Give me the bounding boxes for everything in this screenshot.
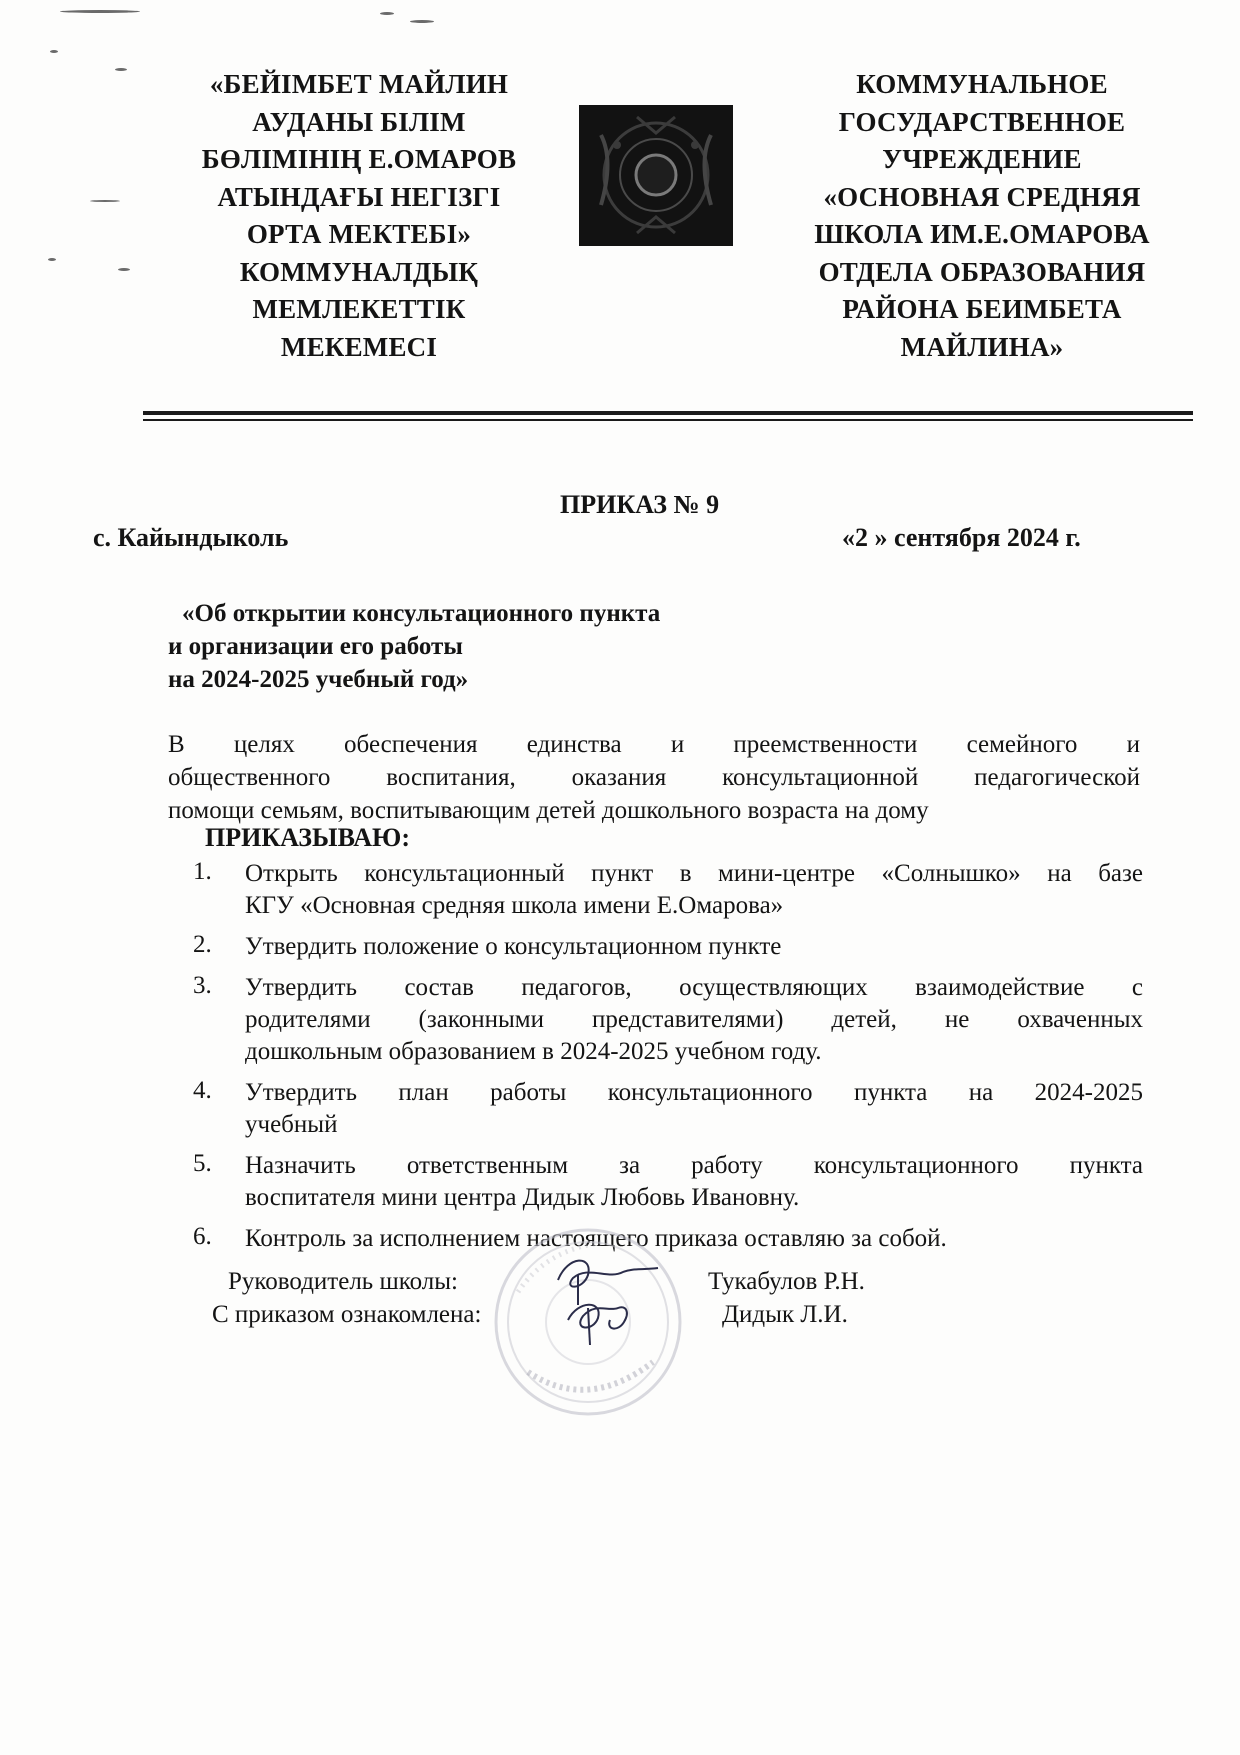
header-line: МЕКЕМЕСІ: [280, 331, 438, 362]
intro-paragraph: [168, 728, 1140, 827]
list-item: [193, 1077, 1143, 1141]
item-number: 4.: [193, 1077, 212, 1104]
item-line: воспитателя мини центра Дидык Любовь Ивановну.: [245, 1184, 800, 1211]
item-line: Контроль за исполнением настоящего приказа оставляю за собой.: [245, 1225, 947, 1252]
header-russian-org-name: [782, 66, 1182, 366]
intro-line: помощи семьям, воспитывающим детей дошкольного возраста на дому: [168, 797, 929, 824]
header-line: ОРТА МЕКТЕБІ»: [246, 219, 472, 249]
list-item: [193, 1150, 1143, 1214]
item-line: Утвердить план работы консультационного пункта на 2024-2025: [245, 1079, 1143, 1106]
header-line: УЧРЕЖДЕНИЕ: [882, 144, 1082, 174]
item-line: КГУ «Основная средняя школа имени Е.Омарова»: [245, 892, 784, 919]
state-emblem-icon: [579, 105, 733, 246]
order-title: ПРИКАЗ № 9: [560, 490, 720, 519]
head-label: Руководитель школы:: [228, 1268, 458, 1295]
header-line: ГОСУДАРСТВЕННОЕ: [838, 106, 1126, 137]
header-line: РАЙОНА БЕИМБЕТА: [842, 294, 1122, 324]
scan-speck: [90, 200, 120, 202]
header-line: «БЕЙІМБЕТ МАЙЛИН: [209, 69, 509, 99]
scan-speck: [48, 258, 56, 261]
header-line: ОТДЕЛА ОБРАЗОВАНИЯ: [818, 256, 1146, 287]
scan-speck: [50, 50, 58, 53]
header-line: АТЫНДАҒЫ НЕГІЗГІ: [217, 181, 501, 212]
item-number: 1.: [193, 858, 212, 885]
header-line: МАЙЛИНА»: [900, 331, 1064, 362]
order-place: с. Кайындыколь: [93, 523, 289, 552]
order-items-list: [193, 858, 1143, 1255]
header-line: МЕМЛЕКЕТТІК: [252, 294, 466, 324]
item-number: 3.: [193, 972, 212, 999]
head-name: Тукабулов Р.Н.: [708, 1268, 865, 1295]
item-number: 6.: [193, 1223, 212, 1250]
header-line: АУДАНЫ БІЛІМ: [252, 106, 466, 137]
header-line: КОММУНАЛЬНОЕ: [856, 69, 1108, 99]
list-item: [193, 858, 1143, 922]
scan-speck: [115, 68, 127, 71]
header-line: БӨЛІМІНІҢ Е.ОМАРОВ: [201, 144, 517, 174]
item-number: 2.: [193, 931, 212, 958]
header-line: КОММУНАЛДЫҚ: [239, 256, 479, 287]
item-line: учебный: [245, 1111, 338, 1138]
subject-line: «Об открытии консультационного пункта: [182, 600, 661, 627]
item-line: Открыть консультационный пункт в мини-центре «Солнышко» на базе: [245, 860, 1143, 887]
scan-speck: [60, 10, 140, 13]
item-line: родителями (законными представителями) детей, не охваченных: [245, 1006, 1143, 1033]
item-line: дошкольным образованием в 2024-2025 учебном году.: [245, 1038, 822, 1065]
item-line: Утвердить состав педагогов, осуществляющих взаимодействие с: [245, 974, 1143, 1001]
handwritten-signature-icon: [548, 1250, 678, 1350]
list-item: [193, 972, 1143, 1068]
scan-speck: [380, 12, 394, 15]
subject-line: и организации его работы: [168, 633, 463, 660]
header-kazakh-org-name: [170, 66, 548, 366]
order-date: «2 » сентября 2024 г.: [842, 523, 1081, 552]
header-divider-thick: [143, 411, 1193, 415]
scan-speck: [118, 268, 130, 271]
header-line: «ОСНОВНАЯ СРЕДНЯЯ: [823, 181, 1141, 212]
intro-line: В целях обеспечения единства и преемственности семейного и: [168, 731, 1140, 758]
scan-speck: [410, 20, 434, 23]
order-subject: [168, 597, 660, 696]
ack-label: С приказом ознакомлена:: [212, 1301, 482, 1328]
header-line: ШКОЛА ИМ.Е.ОМАРОВА: [814, 219, 1150, 249]
header-divider-thin: [143, 419, 1193, 421]
intro-line: общественного воспитания, оказания консультационной педагогической: [168, 764, 1140, 791]
item-number: 5.: [193, 1150, 212, 1177]
list-item: [193, 931, 1143, 963]
subject-line: на 2024-2025 учебный год»: [168, 666, 469, 693]
item-line: Назначить ответственным за работу консультационного пункта: [245, 1152, 1143, 1179]
orders-heading: ПРИКАЗЫВАЮ:: [205, 823, 410, 852]
item-line: Утвердить положение о консультационном пункте: [245, 933, 782, 960]
ack-name: Дидык Л.И.: [722, 1301, 848, 1328]
